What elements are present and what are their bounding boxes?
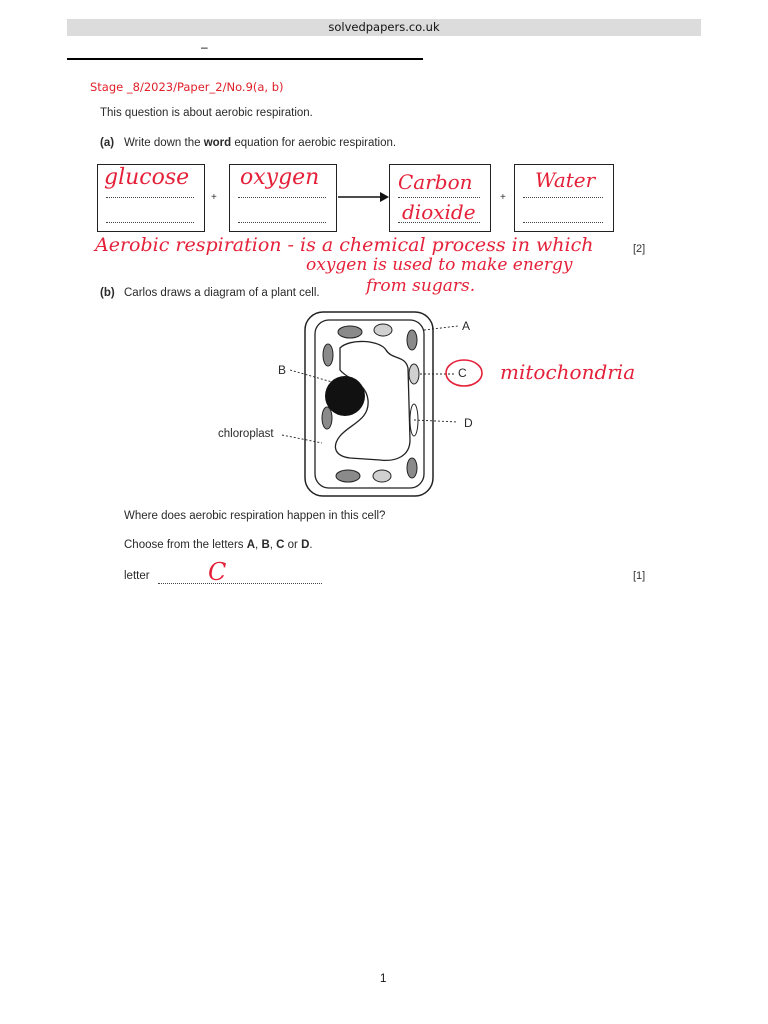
label-chloroplast: chloroplast [218,428,274,440]
handwritten-mitochondria: mitochondria [500,360,636,384]
chloroplast [322,407,332,429]
chloroplast [336,470,360,482]
chloroplast [323,344,333,366]
part-b-label: (b) [100,287,115,299]
choice-b: B [261,539,270,551]
part-a-text-bold: word [203,137,232,149]
stage-reference: Stage _8/2023/Paper_2/No.9(a, b) [90,80,284,94]
letter-answer-line[interactable] [158,583,322,584]
question-intro: This question is about aerobic respiration. [100,107,313,119]
site-banner: solvedpapers.co.uk [67,19,701,36]
equation-arrow [336,190,390,204]
answer-carbon: Carbon [398,170,473,194]
answer-water: Water [535,168,596,192]
choice-c: C [276,539,285,551]
chloroplast [407,330,417,350]
nucleus [325,376,365,416]
header-dash: – [201,40,208,54]
marks-part-a: [2] [633,243,646,255]
answer-dioxide: dioxide [402,200,476,224]
mitochondrion [374,324,392,336]
dotted-line [523,222,603,223]
plus-sign: + [211,192,217,203]
handwritten-definition-line1: Aerobic respiration - is a chemical process in which [95,234,594,256]
choose-sep: , [255,539,262,551]
part-a-text [124,137,396,149]
choice-a: A [246,539,256,551]
handwritten-definition-line3: from sugars. [366,276,476,296]
part-b-choose [124,539,313,551]
answer-oxygen: oxygen [240,165,320,190]
choose-text: Choose from the letters [124,539,247,551]
plant-cell-diagram [200,300,720,500]
dotted-line [238,197,326,198]
choice-d: D [301,539,310,551]
marks-part-b: [1] [633,570,646,582]
chloroplast [407,458,417,478]
label-b: B [278,363,287,377]
page-number: 1 [380,973,387,985]
choose-sep: , [269,539,277,551]
choose-or: or [284,539,302,551]
label-d: D [464,416,473,430]
choose-end: . [309,539,313,551]
part-b-question: Where does aerobic respiration happen in this cell? [124,510,386,522]
label-a: A [462,319,471,333]
plus-sign: + [500,192,506,203]
mitochondrion-c [409,364,419,384]
dotted-line [238,222,326,223]
header-rule [67,58,423,60]
handwritten-letter-answer: C [208,558,227,586]
dotted-line [106,222,194,223]
answer-glucose: glucose [104,165,190,190]
letter-label: letter [124,570,150,582]
chloroplast [338,326,362,338]
dotted-line [523,197,603,198]
dotted-line [106,197,194,198]
part-a-label: (a) [100,137,115,149]
part-b-text: Carlos draws a diagram of a plant cell. [124,287,320,299]
handwritten-definition-line2: oxygen is used to make energy [306,255,573,275]
part-a-text-start: Write down the [124,137,204,149]
mitochondrion [373,470,391,482]
dotted-line [398,197,480,198]
label-c: C [458,366,467,380]
part-a-text-end: equation for aerobic respiration. [231,137,397,149]
